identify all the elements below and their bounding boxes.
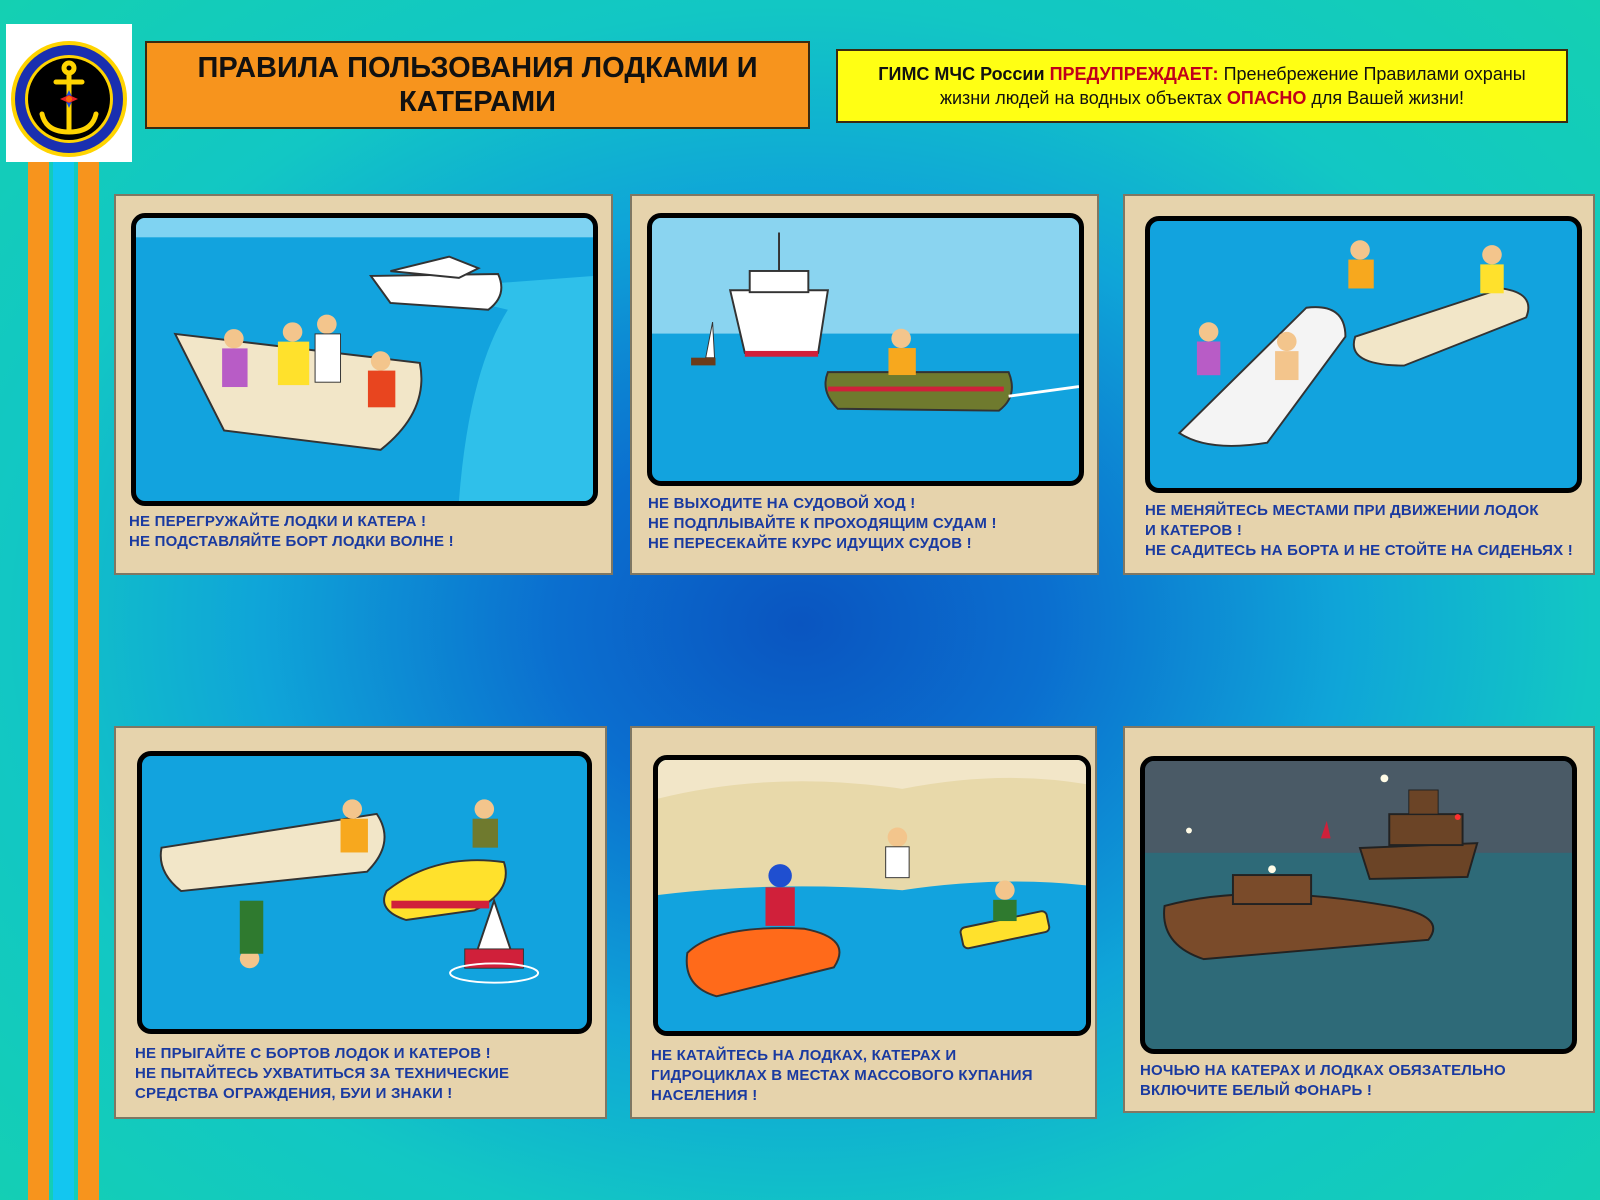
changing-places-scene (1145, 216, 1582, 493)
rule-caption-2 (648, 494, 997, 554)
caption-line: НЕ ПЫТАЙТЕСЬ УХВАТИТЬСЯ ЗА ТЕХНИЧЕСКИЕ (135, 1065, 510, 1082)
warning-text (856, 62, 1548, 110)
caption-line: НЕ ВЫХОДИТЕ НА СУДОВОЙ ХОД ! (648, 495, 916, 512)
side-stripe-blue (53, 160, 74, 1200)
jet-ski-beach-scene (653, 755, 1091, 1036)
night-boat-light-scene (1140, 756, 1577, 1054)
rule-panel-3 (1123, 194, 1595, 575)
caption-line: НЕ ПЕРЕСЕКАЙТЕ КУРС ИДУЩИХ СУДОВ ! (648, 535, 972, 552)
caption-line: НЕ ПОДСТАВЛЯЙТЕ БОРТ ЛОДКИ ВОЛНЕ ! (129, 533, 454, 550)
caption-line: НЕ ПРЫГАЙТЕ С БОРТОВ ЛОДОК И КАТЕРОВ ! (135, 1045, 491, 1062)
anchor-emblem-icon (6, 24, 132, 162)
caption-line: НЕ ПЕРЕГРУЖАЙТЕ ЛОДКИ И КАТЕРА ! (129, 513, 427, 530)
caption-line: НАСЕЛЕНИЯ ! (651, 1087, 758, 1104)
rule-panel-1 (114, 194, 613, 575)
warning-text-after: для Вашей жизни! (1311, 88, 1465, 108)
side-stripe-orange-left (28, 160, 49, 1200)
caption-line: И КАТЕРОВ ! (1145, 522, 1243, 539)
gims-logo (6, 24, 132, 162)
rule-caption-4 (135, 1044, 509, 1104)
rule-caption-5 (651, 1046, 1033, 1106)
jumping-from-boat-scene (137, 751, 592, 1034)
page-title (145, 41, 810, 129)
rule-caption-1 (129, 512, 454, 552)
warning-alert: ПРЕДУПРЕЖДАЕТ: (1049, 64, 1219, 84)
overloaded-boat-scene (131, 213, 598, 506)
warning-banner (836, 49, 1568, 123)
ship-fairway-scene (647, 213, 1084, 486)
rule-caption-6 (1140, 1061, 1506, 1101)
caption-line: НОЧЬЮ НА КАТЕРАХ И ЛОДКАХ ОБЯЗАТЕЛЬНО (1140, 1062, 1506, 1079)
caption-line: ВКЛЮЧИТЕ БЕЛЫЙ ФОНАРЬ ! (1140, 1082, 1373, 1099)
caption-line: СРЕДСТВА ОГРАЖДЕНИЯ, БУИ И ЗНАКИ ! (135, 1085, 453, 1102)
warning-danger: ОПАСНО (1226, 88, 1307, 108)
caption-line: НЕ КАТАЙТЕСЬ НА ЛОДКАХ, КАТЕРАХ И (651, 1047, 957, 1064)
rule-panel-6 (1123, 726, 1595, 1113)
page-title-text: ПРАВИЛА ПОЛЬЗОВАНИЯ ЛОДКАМИ И КАТЕРАМИ (197, 52, 758, 118)
rule-panel-4 (114, 726, 607, 1119)
caption-line: НЕ САДИТЕСЬ НА БОРТА И НЕ СТОЙТЕ НА СИДЕНЬЯХ ! (1145, 542, 1573, 559)
rule-caption-3 (1145, 501, 1573, 561)
side-stripe-orange-right (78, 160, 99, 1200)
warning-text-before: Пренебрежение Правилами охраны жизни людей на водных объектах (939, 64, 1526, 108)
warning-org: ГИМС МЧС России (878, 64, 1045, 84)
caption-line: НЕ МЕНЯЙТЕСЬ МЕСТАМИ ПРИ ДВИЖЕНИИ ЛОДОК (1145, 502, 1539, 519)
rule-panel-5 (630, 726, 1097, 1119)
caption-line: ГИДРОЦИКЛАХ В МЕСТАХ МАССОВОГО КУПАНИЯ (651, 1067, 1033, 1084)
rule-panel-2 (630, 194, 1099, 575)
caption-line: НЕ ПОДПЛЫВАЙТЕ К ПРОХОДЯЩИМ СУДАМ ! (648, 515, 997, 532)
